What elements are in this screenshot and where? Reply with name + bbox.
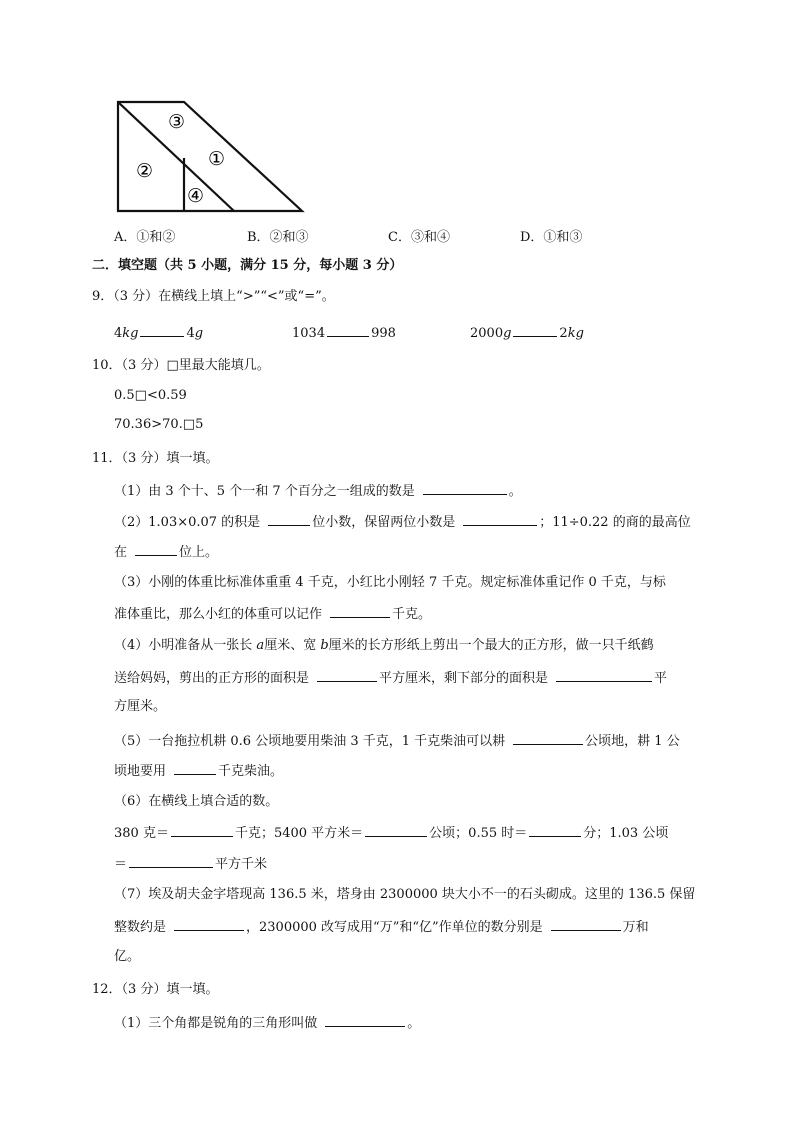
q11-part3: （3）小刚的体重比标准体重重 4 千克，小红比小刚轻 7 千克。规定标准体重记作 0 千克，与标 bbox=[114, 575, 666, 590]
q11-p4-text-b: 送给妈妈，剪出的正方形的面积是 bbox=[114, 671, 310, 686]
q11-p2-text-e: 位上。 bbox=[179, 545, 219, 560]
q11-part5 bbox=[114, 730, 680, 752]
q10-stem: 10．（3 分）□里最大能填几。 bbox=[92, 358, 270, 373]
q11-part7-end: 亿。 bbox=[114, 949, 141, 964]
section-title: 二．填空题（共 5 小题，满分 15 分，每小题 3 分） bbox=[92, 258, 403, 273]
q11-p2-text-c: ；11÷0.22 的商的最高位 bbox=[539, 515, 691, 530]
region-label-3: ③ bbox=[168, 111, 186, 133]
q9-b-left: 1034 bbox=[292, 326, 326, 341]
option-c[interactable]: C．③和④ bbox=[388, 230, 450, 245]
q11-p4-text-c: 平方厘米，剩下部分的面积是 bbox=[379, 671, 549, 686]
q11-p7-blank-2[interactable] bbox=[551, 916, 621, 931]
q9-compare-c bbox=[470, 322, 584, 344]
choice-options bbox=[114, 226, 734, 246]
q11-p7-text-1: 整数约是 bbox=[114, 920, 167, 935]
q11-p2-blank-1[interactable] bbox=[268, 511, 310, 526]
q11-p4-var-b: b bbox=[320, 638, 329, 653]
q11-p5-text-d: 千克柴油。 bbox=[218, 764, 284, 779]
q11-p6-blank-4[interactable] bbox=[129, 853, 213, 868]
q12-stem: 12．（3 分）填一填。 bbox=[92, 982, 219, 997]
q11-p2-text-d: 在 bbox=[114, 545, 128, 560]
q11-p5-text-c: 顷地要用 bbox=[114, 764, 167, 779]
option-b[interactable]: B．②和③ bbox=[247, 230, 309, 245]
q11-p2-blank-3[interactable] bbox=[135, 541, 177, 556]
q12-part1 bbox=[114, 1012, 420, 1034]
q11-part6: （6）在横线上填合适的数。 bbox=[114, 794, 279, 809]
q11-p1-end: 。 bbox=[508, 484, 522, 499]
q11-p6-text-4: 分；1.03 公顷 bbox=[583, 826, 669, 841]
q9-c-blank[interactable] bbox=[513, 322, 557, 337]
q9-a-left: 4 bbox=[114, 326, 123, 341]
q11-part2 bbox=[114, 511, 691, 533]
q11-part2-cont bbox=[114, 541, 218, 563]
q11-p4-var-a: a bbox=[256, 638, 265, 653]
q11-stem: 11．（3 分）填一填。 bbox=[92, 451, 219, 466]
q9-c-right-unit: kg bbox=[567, 326, 584, 341]
q11-p1-blank[interactable] bbox=[423, 480, 507, 495]
q9-a-blank[interactable] bbox=[140, 322, 184, 337]
q9-compare-a bbox=[114, 322, 203, 344]
q11-p7-text-2: ，2300000 改写成用“万”和“亿”作单位的数分别是 bbox=[246, 920, 543, 935]
q9-a-left-unit: kg bbox=[122, 326, 139, 341]
q11-p6-text-5: ＝ bbox=[114, 857, 128, 872]
q11-p2-text-b: 位小数，保留两位小数是 bbox=[312, 515, 456, 530]
trapezoid-diagram bbox=[114, 95, 314, 220]
q11-part3-cont bbox=[114, 603, 431, 625]
q11-part7: （7）埃及胡夫金字塔现高 136.5 米，塔身由 2300000 块大小不一的石头砌成。这里的 136.5 保留 bbox=[114, 887, 696, 902]
q9-a-right: 4 bbox=[186, 326, 195, 341]
q11-p5-text-b: 公顷地，耕 1 公 bbox=[585, 734, 680, 749]
q11-part1 bbox=[114, 480, 522, 502]
q11-p6-blank-3[interactable] bbox=[529, 822, 581, 837]
q9-b-right: 998 bbox=[371, 326, 396, 341]
q11-p7-blank-1[interactable] bbox=[174, 916, 244, 931]
q11-p4-blank-2[interactable] bbox=[556, 667, 652, 682]
q11-p4-text-a1: （4）小明准备从一张长 bbox=[114, 638, 253, 653]
q11-part4-end: 方厘米。 bbox=[114, 699, 167, 714]
q11-p3-text-b: 准体重比，那么小红的体重可以记作 bbox=[114, 607, 323, 622]
q11-p4-text-a3: 厘米的长方形纸上剪出一个最大的正方形，做一只千纸鹤 bbox=[328, 638, 654, 653]
q10-line1: 0.5□<0.59 bbox=[114, 388, 187, 403]
q9-c-left: 2000 bbox=[470, 326, 504, 341]
option-a[interactable]: A．①和② bbox=[114, 230, 176, 245]
q11-p4-blank-1[interactable] bbox=[317, 667, 377, 682]
q11-part6-row1 bbox=[114, 822, 668, 844]
q11-p6-blank-2[interactable] bbox=[365, 822, 427, 837]
q11-part6-row2 bbox=[114, 853, 267, 875]
q11-part7-cont bbox=[114, 916, 649, 938]
q11-part4-cont bbox=[114, 667, 667, 689]
q11-p6-blank-1[interactable] bbox=[171, 822, 233, 837]
q9-stem: 9．（3 分）在横线上填上“>”“<”或“=”。 bbox=[92, 289, 335, 304]
q9-compare-b bbox=[292, 322, 396, 344]
q11-p6-text-3: 公顷；0.55 时＝ bbox=[429, 826, 528, 841]
q9-c-left-unit: g bbox=[503, 326, 512, 341]
option-d[interactable]: D．①和③ bbox=[520, 230, 583, 245]
q12-p1-end: 。 bbox=[407, 1016, 421, 1031]
q11-part5-cont bbox=[114, 760, 283, 782]
region-label-4: ④ bbox=[187, 185, 205, 207]
region-label-1: ① bbox=[208, 148, 226, 170]
q12-p1-blank[interactable] bbox=[325, 1012, 405, 1027]
q11-p2-blank-2[interactable] bbox=[463, 511, 537, 526]
trapezoid-figure bbox=[114, 95, 314, 220]
q11-p3-text-c: 千克。 bbox=[392, 607, 432, 622]
q11-p5-blank-1[interactable] bbox=[513, 730, 583, 745]
q9-b-blank[interactable] bbox=[327, 322, 369, 337]
q11-part4 bbox=[114, 636, 654, 656]
q11-p1-text: （1）由 3 个十、5 个一和 7 个百分之一组成的数是 bbox=[114, 484, 415, 499]
q11-p6-text-1: 380 克＝ bbox=[114, 826, 169, 841]
q11-p7-text-3: 万和 bbox=[622, 920, 649, 935]
q11-p6-text-2: 千克；5400 平方米＝ bbox=[234, 826, 364, 841]
q10-line2: 70.36>70.□5 bbox=[114, 417, 204, 432]
q11-p6-text-6: 平方千米 bbox=[215, 857, 268, 872]
q11-p5-blank-2[interactable] bbox=[174, 760, 216, 775]
q11-p5-text-a: （5）一台拖拉机耕 0.6 公顷地要用柴油 3 千克，1 千克柴油可以耕 bbox=[114, 734, 506, 749]
q11-p2-text-a: （2）1.03×0.07 的积是 bbox=[114, 515, 261, 530]
q9-c-right: 2 bbox=[559, 326, 568, 341]
q11-p4-text-d: 平 bbox=[654, 671, 668, 686]
region-label-2: ② bbox=[136, 160, 154, 182]
q11-p3-blank[interactable] bbox=[330, 603, 390, 618]
q12-p1-text: （1）三个角都是锐角的三角形叫做 bbox=[114, 1016, 318, 1031]
q11-p4-text-a2: 厘米、宽 bbox=[264, 638, 317, 653]
q9-a-right-unit: g bbox=[194, 326, 204, 341]
